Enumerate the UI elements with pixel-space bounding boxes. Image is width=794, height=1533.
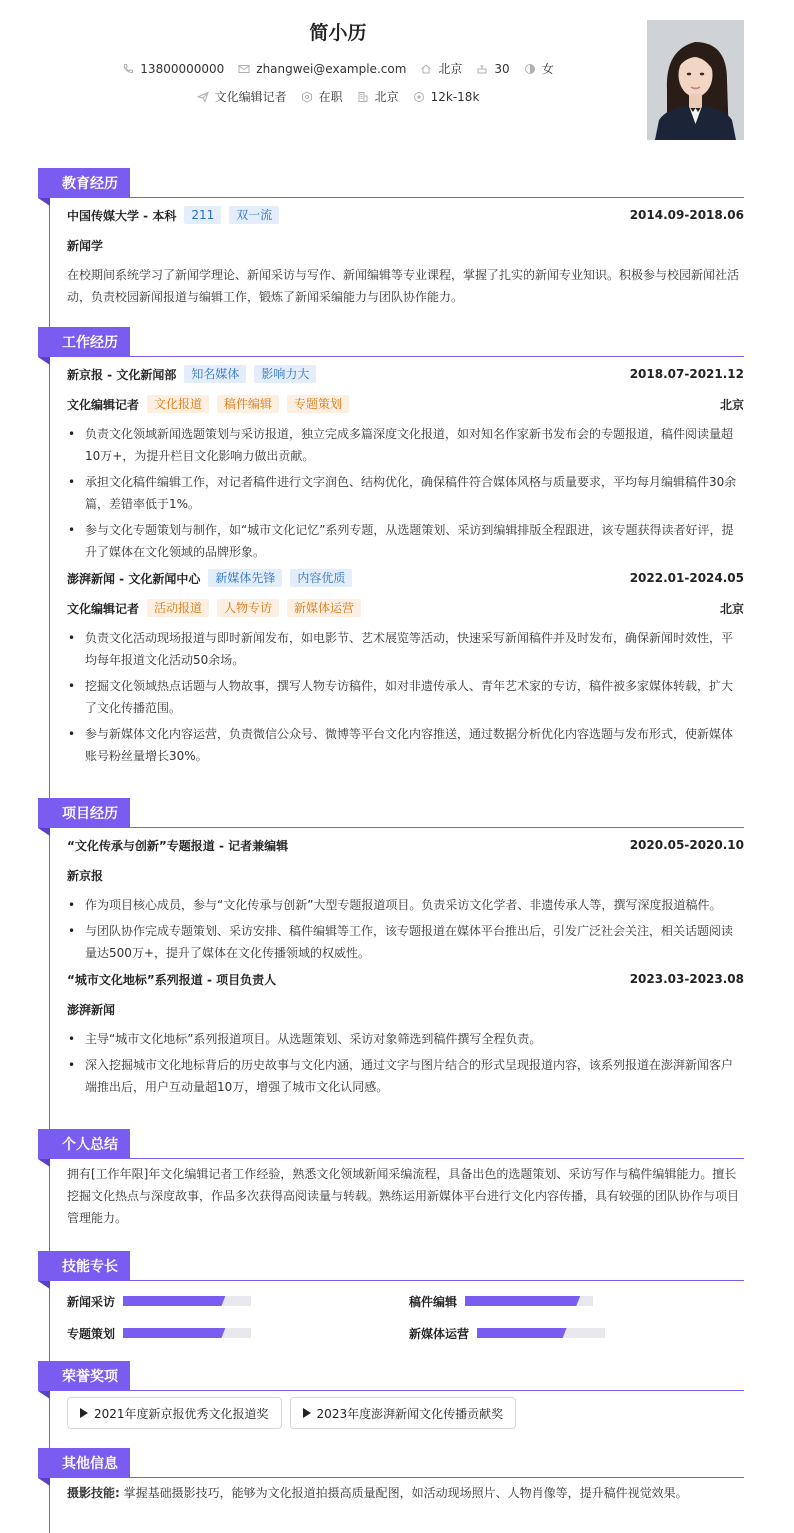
work-bullet: • 负责文化活动现场报道与即时新闻发布，如电影节、艺术展览等活动，快速采写新闻稿件并及时发布，确保新闻时效性，平均每年报道文化活动50余场。	[67, 627, 744, 671]
work-bullet: • 参与文化专题策划与制作，如“城市文化记忆”系列专题，从选题策划、采访到编辑排版全程跟进，该专题获得读者好评，提升了媒体在文化领域的品牌形象。	[67, 519, 744, 563]
city-text: 北京	[374, 90, 399, 104]
project-entry	[38, 830, 744, 964]
skill-bar-fill	[465, 1296, 580, 1306]
age-text: 30	[494, 61, 510, 76]
work-date: 2022.01-2024.05	[629, 571, 744, 585]
section-title: 教育经历	[38, 168, 130, 198]
award-label: 2021年度新京报优秀文化报道奖	[94, 1406, 269, 1421]
company-name: 新京报 - 文化新闻部	[67, 367, 177, 382]
section-divider	[38, 356, 744, 357]
other-text: 掌握基础摄影技巧，能够为文化报道拍摄高质量配图，如活动现场照片、人物肖像等，提升稿件视觉效果。	[123, 1486, 688, 1500]
project-date: 2023.03-2023.08	[629, 972, 744, 986]
job-text: 文化编辑记者	[214, 90, 287, 104]
skill-name: 稿件编辑	[409, 1294, 458, 1309]
award-item	[67, 1397, 282, 1429]
skill-item	[67, 1323, 409, 1343]
skill-name: 专题策划	[67, 1326, 116, 1341]
section-header	[38, 1251, 744, 1281]
education-date: 2014.09-2018.06	[629, 208, 744, 222]
salary-item	[413, 90, 480, 104]
summary-text: 拥有[工作年限]年文化编辑记者工作经验，熟悉文化领域新闻采编流程，具备出色的选题策划、采访写作与稿件编辑能力。擅长挖掘文化热点与深度故事，作品多次获得高阅读量与转载。熟练运用新媒体平台进行文化内容传播，具有较强的团队协作与项目管理能力。	[67, 1167, 740, 1225]
education-entry	[38, 200, 744, 308]
section-header	[38, 168, 744, 198]
section-title: 项目经历	[38, 798, 130, 828]
section-header	[38, 1448, 744, 1478]
education-section	[38, 168, 744, 308]
skill-item	[409, 1291, 739, 1311]
work-bullet: • 承担文化稿件编辑工作，对记者稿件进行文字润色、结构优化，确保稿件符合媒体风格与质量要求，平均每月编辑稿件30余篇，差错率低于1%。	[67, 471, 744, 515]
section-title: 荣誉奖项	[38, 1361, 130, 1391]
project-bullet: • 主导“城市文化地标”系列报道项目。从选题策划、采访对象筛选到稿件撰写全程负责。	[67, 1028, 744, 1050]
section-title: 工作经历	[38, 327, 130, 357]
section-title: 个人总结	[38, 1129, 130, 1159]
education-description: 在校期间系统学习了新闻学理论、新闻采访与写作、新闻编辑等专业课程，掌握了扎实的新闻专业知识。积极参与校园新闻社活动，负责校园新闻报道与编辑工作，锻炼了新闻采编能力与团队协作能力。	[67, 268, 740, 304]
skill-bar	[465, 1296, 593, 1306]
play-icon	[303, 1408, 311, 1418]
project-date: 2020.05-2020.10	[629, 838, 744, 852]
education-tag: 211	[184, 206, 221, 224]
projects-section	[38, 798, 744, 1102]
phone-item	[122, 62, 224, 76]
work-city: 北京	[719, 397, 744, 412]
home-icon	[420, 63, 432, 75]
send-icon	[197, 91, 209, 103]
award-label: 2023年度澎湃新闻文化传播贡献奖	[316, 1406, 504, 1421]
project-org: 新京报	[67, 868, 104, 883]
work-city: 北京	[719, 601, 744, 616]
role-tag: 人物专访	[217, 599, 279, 617]
summary-section	[38, 1129, 744, 1229]
age-item	[476, 62, 509, 76]
salary-icon	[413, 91, 425, 103]
skill-bar-fill	[123, 1328, 225, 1338]
section-divider	[38, 197, 744, 198]
work-bullet: • 负责文化领域新闻选题策划与采访报道，独立完成多篇深度文化报道，如对知名作家新书发布会的专题报道，稿件阅读量超10万+，为提升栏目文化影响力做出贡献。	[67, 423, 744, 467]
award-item	[290, 1397, 517, 1429]
major-name: 新闻学	[67, 238, 104, 253]
role-name: 文化编辑记者	[67, 601, 140, 616]
role-name: 文化编辑记者	[67, 397, 140, 412]
email-text: zhangwei@example.com	[256, 61, 407, 76]
skill-bar-fill	[477, 1328, 567, 1338]
awards-list	[67, 1391, 744, 1429]
work-bullet: • 挖掘文化领域热点话题与人物故事，撰写人物专访稿件，如对非遗传承人、青年艺术家的专访，稿件被多家媒体转载，扩大了文化传播范围。	[67, 675, 744, 719]
project-bullet: • 与团队协作完成专题策划、采访安排、稿件编辑等工作，该专题报道在媒体平台推出后，引发广泛社会关注，相关话题阅读量达500万+，提升了媒体在文化传播领域的权威性。	[67, 920, 744, 964]
section-divider	[38, 1158, 744, 1159]
company-name: 澎湃新闻 - 文化新闻中心	[67, 571, 201, 586]
education-tag: 双一流	[229, 206, 279, 224]
other-section	[38, 1448, 744, 1504]
gender-icon	[524, 63, 536, 75]
section-header	[38, 798, 744, 828]
section-header	[38, 1129, 744, 1159]
gender-item	[524, 60, 554, 77]
project-bullet: • 作为项目核心成员，参与“文化传承与创新”大型专题报道项目。负责采访文化学者、非遗传承人等，撰写深度报道稿件。	[67, 894, 744, 916]
resume-header	[0, 0, 794, 150]
company-tag: 影响力大	[254, 365, 316, 383]
company-tag: 知名媒体	[184, 365, 246, 383]
work-entry	[38, 563, 744, 767]
status-text: 在职	[318, 90, 343, 104]
skill-bar	[477, 1328, 605, 1338]
location-item	[420, 60, 462, 77]
section-divider	[38, 1477, 744, 1478]
skill-bar-fill	[123, 1296, 225, 1306]
play-icon	[80, 1408, 88, 1418]
status-item	[301, 88, 343, 105]
status-icon	[301, 91, 313, 103]
project-entry	[38, 964, 744, 1098]
work-date: 2018.07-2021.12	[629, 367, 744, 381]
work-entry	[38, 359, 744, 563]
role-tag: 专题策划	[287, 395, 349, 413]
phone-text: 13800000000	[140, 61, 225, 76]
building-icon	[357, 91, 369, 103]
city-item	[357, 88, 399, 105]
awards-section	[38, 1361, 744, 1429]
work-section	[38, 327, 744, 771]
role-tag: 新媒体运营	[287, 599, 361, 617]
job-item	[197, 88, 287, 105]
project-title: “城市文化地标”系列报道 - 项目负责人	[67, 972, 277, 987]
skill-item	[409, 1323, 739, 1343]
work-bullet: • 参与新媒体文化内容运营，负责微信公众号、微博等平台文化内容推送，通过数据分析优化内容选题与发布形式，使新媒体账号粉丝量增长30%。	[67, 723, 744, 767]
skill-bar	[123, 1296, 251, 1306]
section-title: 其他信息	[38, 1448, 130, 1478]
section-header	[38, 327, 744, 357]
section-divider	[38, 827, 744, 828]
location-text: 北京	[438, 62, 463, 76]
project-title: “文化传承与创新”专题报道 - 记者兼编辑	[67, 838, 289, 853]
role-tag: 文化报道	[147, 395, 209, 413]
other-label: 摄影技能:	[67, 1486, 120, 1500]
gender-text: 女	[541, 62, 554, 76]
company-tag: 新媒体先锋	[208, 569, 282, 587]
skills-section	[38, 1251, 744, 1343]
profile-photo	[647, 20, 744, 140]
job-row	[0, 88, 676, 105]
role-tag: 活动报道	[147, 599, 209, 617]
other-info	[67, 1482, 744, 1504]
skill-name: 新闻采访	[67, 1294, 116, 1309]
section-header	[38, 1361, 744, 1391]
company-tag: 内容优质	[290, 569, 352, 587]
role-tag: 稿件编辑	[217, 395, 279, 413]
mail-icon	[238, 63, 250, 75]
project-org: 澎湃新闻	[67, 1002, 116, 1017]
age-icon	[476, 63, 488, 75]
project-bullet: • 深入挖掘城市文化地标背后的历史故事与文化内涵，通过文字与图片结合的形式呈现报道内容，该系列报道在澎湃新闻客户端推出后，用户互动量超10万，增强了城市文化认同感。	[67, 1054, 744, 1098]
email-item	[238, 62, 406, 76]
school-name: 中国传媒大学 - 本科	[67, 208, 177, 223]
section-title: 技能专长	[38, 1251, 130, 1281]
contact-row	[0, 60, 676, 77]
skill-bar	[123, 1328, 251, 1338]
skills-grid	[67, 1281, 744, 1343]
skill-item	[67, 1291, 409, 1311]
skill-name: 新媒体运营	[409, 1326, 470, 1341]
salary-text: 12k-18k	[430, 89, 480, 104]
candidate-name: 简小历	[309, 22, 367, 44]
phone-icon	[122, 63, 134, 75]
